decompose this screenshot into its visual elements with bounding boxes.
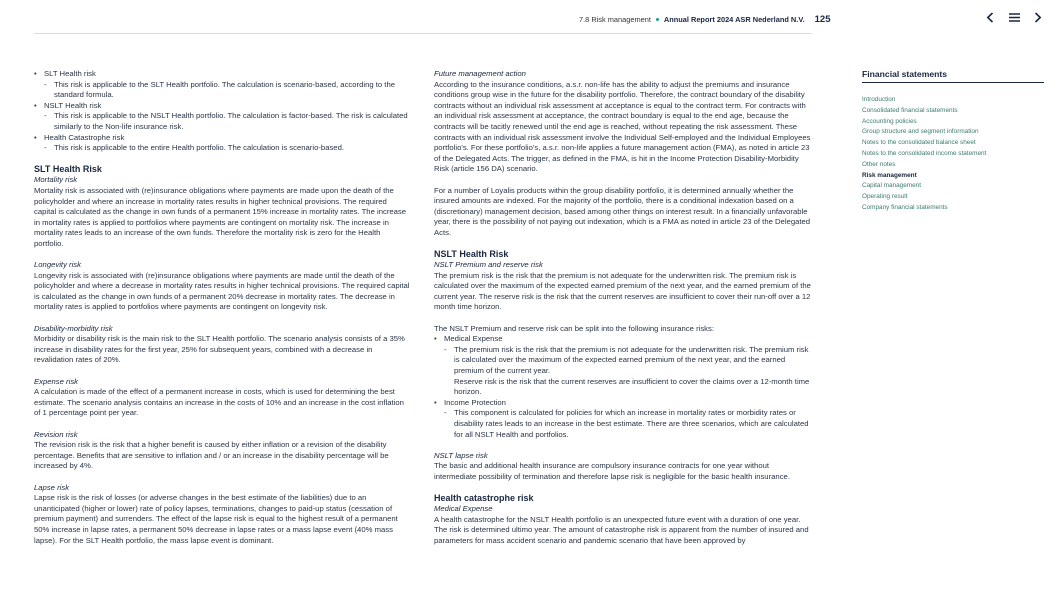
toc-item-risk-management[interactable]: Risk management [862, 171, 917, 179]
page-header [579, 14, 830, 25]
list-item: • NSLT Health risk - This risk is applicable to the NSLT Health portfolio. The calculation is factor-based. The risk is calculated similarly to the Non-life insurance risk. [44, 101, 410, 133]
prev-page-button[interactable] [983, 10, 997, 24]
split-section: The NSLT Premium and reserve risk can be split into the following insurance risks: • Medical Expense - The premium risk is the risk that the premium is not adequate for the underwritten risk. The premium risk is calculated over the maximum of the expected earned premium of the next year, and the earned premium of the current year. Reserve risk is the risk that the current reserves are insufficient to cover the claims over a 12-month time horizon. • Income Protection - This component is calculated for policies for which an increase in mortality rates or morbidity rates or disability rates leads to an increase in the best estimate. There are three scenarios, which are calculated for all NSLT Health and portfolios. [434, 324, 812, 441]
left-column [34, 69, 410, 557]
toc-title: Financial statements [862, 69, 1044, 83]
insurance-risk-list [434, 334, 812, 440]
middle-column [434, 69, 812, 547]
section-heading: NSLT Health Risk [434, 249, 509, 260]
chevron-left-icon [986, 12, 994, 23]
menu-icon [1009, 13, 1020, 22]
toc-item-group-structure[interactable]: Group structure and segment information [862, 128, 979, 136]
list-item: • Income Protection - This component is calculated for policies for which an increase in mortality rates or morbidity rates or disability rates leads to an increase in the best estimate. There are three scenarios, which are calculated for all NSLT Health and portfolios. [444, 398, 812, 440]
toc-item-company-financial-statements[interactable]: Company financial statements [862, 203, 948, 211]
chevron-right-icon [1034, 12, 1042, 23]
premium-reserve-section: NSLT Premium and reserve risk The premium risk is the risk that the premium is not adequate for the underwritten risk. The premium risk is calculated over the maximum of the expected earned premium of the next year, and the earned premium of the current year. The reserve risk is the risk that the current reserves are insufficient to cover their run-off over a 12 month time horizon. [434, 260, 811, 312]
report-title: Annual Report 2024 ASR Nederland N.V. [663, 15, 805, 24]
loyalis-section: For a number of Loyalis products within the group disability portfolio, it is determined annually whether the insured amounts are indexed. For the majority of the portfolio, there is a conditional indexation based on a (discretionary) management decision, based among other things on interest result. In a financially unfavorable year, there is the possibility of not paying out indexation, which is a FMA as noted in article 23 of the Delegated Acts. [434, 185, 811, 237]
separator-dot [656, 18, 659, 21]
revision-section: Revision risk The revision risk is the risk that a higher benefit is caused by either inflation or a revision of the disability percentage. Benefits that are sensitive to inflation and / or an increase in the disability percentage will be increased by 4%. [34, 429, 389, 471]
longevity-section: Longevity risk Longevity risk is associated with (re)insurance obligations where payments are made until the death of the policyholder and where a decrease in mortality rates results in higher technical provisions. The required capital is calculated as the change in own funds of a permanent 20% decrease in mortality rates. The decrease in mortality rates is applied to portfolios where payments are contingent on longevity risk. [34, 260, 410, 312]
disability-section: Disability-morbidity risk Morbidity or disability risk is the main risk to the SLT Health portfolio. The scenario analysis consists of a 35% increase in disability rates for the first year, 25% for subsequent years, combined with a decrease in revalidation rates of 20%. [34, 323, 405, 365]
page-number: 125 [814, 14, 831, 25]
toc-list [862, 95, 1044, 214]
risk-type-list [34, 69, 410, 154]
expense-section: Expense risk A calculation is made of the effect of a permanent increase in costs, which is used for determining the best estimate. The scenario analysis contains an increase in the costs of 10% and an increase in the cost inflation of 1 percentage point per year. [34, 376, 404, 418]
list-item: • Medical Expense - The premium risk is the risk that the premium is not adequate for the underwritten risk. The premium risk is calculated over the maximum of the expected earned premium of the next year, and the earned premium of the current year. Reserve risk is the risk that the current reserves are insufficient to cover the claims over a 12-month time horizon. [444, 334, 812, 398]
page-navigation [983, 10, 1045, 24]
section-label: 7.8 Risk management [579, 15, 651, 24]
fma-section: Future management action According to the insurance conditions, a.s.r. non-life has the ability to adjust the premiums and insurance conditions group wise in the future for the disability portfolio. Therefore, the contract boundary of the disability contracts without an individual risk assessment at acceptance is equal to the contract term. For contracts with an individual risk assessment at acceptance, the contract boundary is equal to the end age, because the contracts will be tacitly renewed until the end age is reached, without repeating the risk assessment. These contracts with an individual risk assessment involve the Individual Self-employed and the Individual Employees portfolio's. For these portfolio's, a.s.r. non-life applies a future management action (FMA), as noted in article 23 of the Delegated Acts. The trigger, as defined in the FMA, is hit in the Income Protection Disability-Morbidity Risk (article 156 DA) scenario. [434, 69, 811, 174]
mortality-section: Mortality risk Mortality risk is associated with (re)insurance obligations where payments are made upon the death of the policyholder and where an increase in mortality rates results in higher technical provisions. The required capital is calculated as the change in own funds of a permanent 15% increase in mortality rates. The increase in mortality rates is applied to portfolios where payments are contingent on mortality risk. The increase in mortality rates leads to an increase of the own funds. Therefore the mortality risk is zero for the Health portfolio. [34, 175, 407, 248]
menu-button[interactable] [1007, 10, 1021, 24]
toc-item-accounting-policies[interactable]: Accounting policies [862, 117, 917, 125]
next-page-button[interactable] [1031, 10, 1045, 24]
list-item: • SLT Health risk - This risk is applicable to the SLT Health portfolio. The calculation is scenario-based, according to the standard formula. [44, 69, 410, 101]
section-heading: Health catastrophe risk [434, 493, 534, 504]
header-divider [34, 33, 812, 34]
toc-item-operating-result[interactable]: Operating result [862, 193, 908, 201]
toc-item-introduction[interactable]: Introduction [862, 96, 896, 103]
toc-item-notes-balance-sheet[interactable]: Notes to the consolidated balance sheet [862, 139, 976, 147]
catastrophe-section: Medical Expense A health catastrophe for the NSLT Health portfolio is an unexpected future event with a duration of one year. The risk is determined ultimo year. The amount of catastrophe risk is apparent from the number of insured and parameters for mass accident scenario and pandemic scenario that have been approved by [434, 504, 809, 545]
toc-sidebar [862, 69, 1044, 214]
toc-item-consolidated-financial-statements[interactable]: Consolidated financial statements [862, 106, 958, 114]
list-item: • Health Catastrophe risk - This risk is applicable to the entire Health portfolio. The calculation is scenario-based. [44, 133, 410, 154]
toc-item-other-notes[interactable]: Other notes [862, 160, 896, 168]
toc-item-notes-income-statement[interactable]: Notes to the consolidated income statement [862, 149, 987, 157]
lapse-section: Lapse risk Lapse risk is the risk of losses (or adverse changes in the best estimate of the liabilities) due to an unanticipated (higher or lower) rate of policy lapses, terminations, changes to paid-up status (cessation of premium payment) and surrenders. The effect of the lapse risk is equal to the highest result of a permanent 50% increase in lapse rates, a permanent 50% decrease in lapse rates or a mass lapse event (40% mass lapse). For the SLT Health portfolio, the mass lapse event is dominant. [34, 482, 398, 545]
section-heading: SLT Health Risk [34, 164, 102, 175]
nslt-lapse-section: NSLT lapse risk The basic and additional health insurance are compulsory insurance contracts for one year without intermediate possibility of termination and therefore lapse risk is negligible for the basic health insurance. [434, 450, 790, 481]
toc-item-capital-management[interactable]: Capital management [862, 182, 921, 190]
